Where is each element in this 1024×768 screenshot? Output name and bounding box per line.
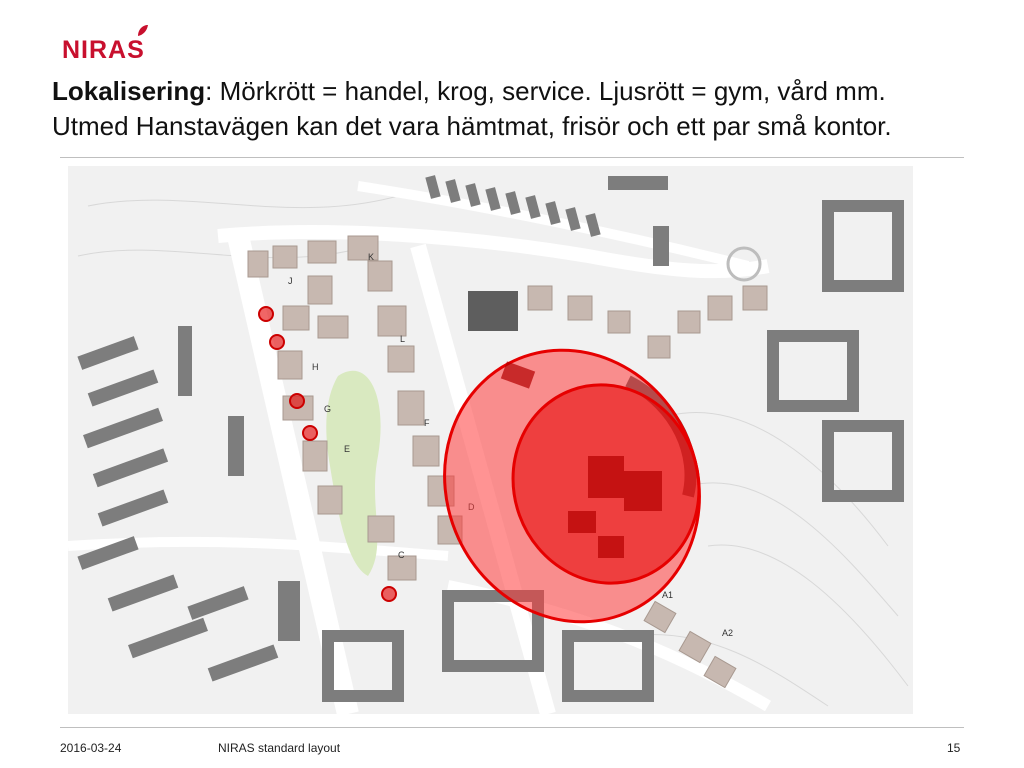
- block-label-h: H: [312, 362, 319, 372]
- footer-layout-name: NIRAS standard layout: [218, 741, 341, 755]
- logo-text: NIRAS: [62, 36, 145, 64]
- site-plan-map: [68, 166, 913, 714]
- block-label-l: L: [400, 334, 406, 344]
- block-label-c: C: [398, 550, 405, 560]
- title-bold: Lokalisering: [52, 76, 206, 106]
- logo-leaf-icon: [136, 24, 150, 38]
- block-label-e: E: [344, 444, 351, 454]
- top-divider: [60, 157, 964, 158]
- marker-circle: [382, 587, 396, 601]
- footer-date: 2016-03-24: [60, 741, 122, 755]
- niras-logo: [62, 24, 178, 64]
- title-line2: Utmed Hanstavägen kan det vara hämtmat, frisör och ett par små kontor.: [52, 111, 892, 141]
- bottom-divider: [60, 727, 964, 728]
- marker-circle: [270, 335, 284, 349]
- marker-circle: [290, 394, 304, 408]
- page-number: 15: [947, 741, 961, 755]
- block-label-j: J: [288, 276, 293, 286]
- block-label-a1: A1: [662, 590, 674, 600]
- marker-circle: [303, 426, 317, 440]
- block-label-g: G: [324, 404, 332, 414]
- slide-title: [52, 74, 982, 144]
- title-line1: : Mörkrött = handel, krog, service. Ljusrött = gym, vård mm.: [205, 76, 886, 106]
- block-label-a2: A2: [722, 628, 734, 638]
- marker-circle: [259, 307, 273, 321]
- block-label-f: F: [424, 418, 430, 428]
- block-label-k: K: [368, 252, 375, 262]
